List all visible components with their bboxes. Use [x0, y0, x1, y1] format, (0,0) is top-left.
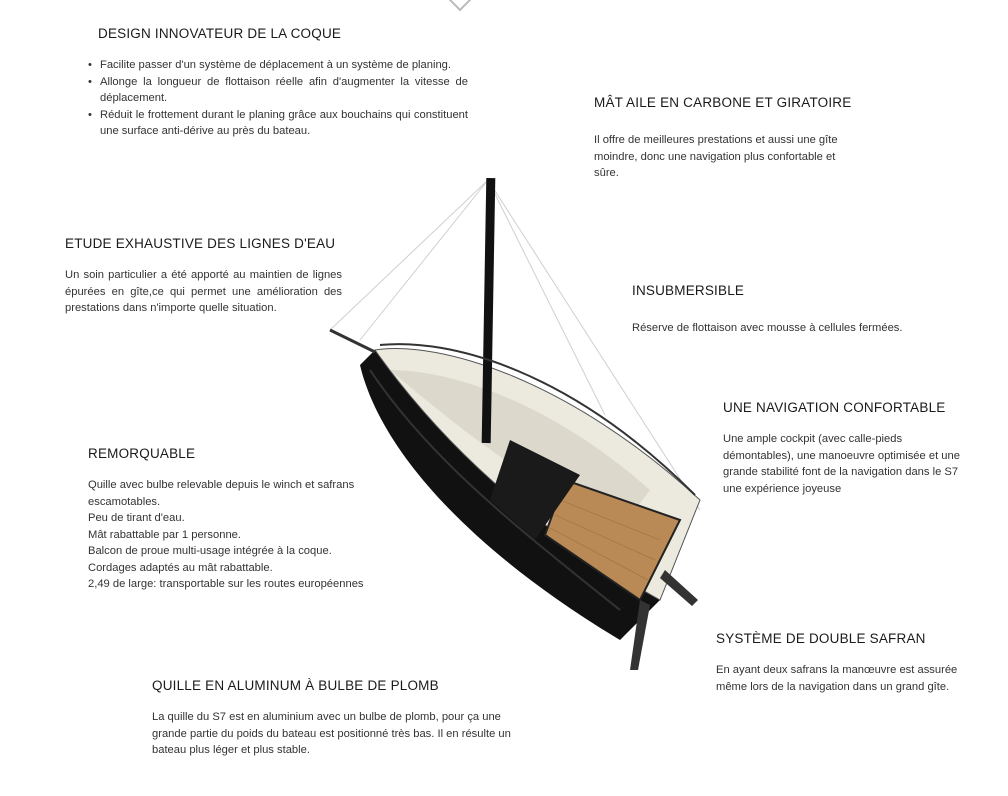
text-line: 2,49 de large: transportable sur les routes européennes — [88, 578, 364, 590]
section-text: Une ample cockpit (avec calle-pieds démontables), une manoeuvre optimisée et une grande stabilité font de la navigation dans le S7 une expérience joyeuse — [723, 433, 960, 495]
text-line: Cordages adaptés au mât rabattable. — [88, 561, 273, 574]
section-text: En ayant deux safrans la manœuvre est assurée même lors de la navigation dans un grand gîte. — [716, 664, 958, 693]
section-title: DESIGN INNOVATEUR DE LA COQUE — [98, 26, 342, 41]
section-text: Il offre de meilleures prestations et aussi une gîte moindre, donc une navigation plus confortable et sûre. — [594, 134, 838, 179]
section-title: UNE NAVIGATION CONFORTABLE — [723, 400, 946, 415]
section-title: INSUBMERSIBLE — [632, 283, 745, 298]
section-text: Réserve de flottaison avec mousse à cellules fermées. — [632, 322, 903, 334]
list-item: • Réduit le frottement durant le planing grâce aux bouchains qui constituent une surface anti-dérive au près du bateau. — [88, 107, 468, 140]
section-title: ETUDE EXHAUSTIVE DES LIGNES D'EAU — [65, 236, 336, 251]
section-mat — [594, 95, 859, 182]
section-title: MÂT AILE EN CARBONE ET GIRATOIRE — [594, 95, 852, 110]
section-safran — [716, 631, 966, 695]
section-title: SYSTÈME DE DOUBLE SAFRAN — [716, 631, 926, 646]
section-title: QUILLE EN ALUMINUM À BULBE DE PLOMB — [152, 678, 439, 693]
bowsprit — [330, 330, 375, 352]
section-lignes — [65, 236, 342, 317]
text-line: Mât rabattable par 1 personne. — [88, 528, 241, 541]
section-quille — [152, 678, 537, 759]
rudder-right — [660, 570, 698, 606]
section-text: La quille du S7 est en aluminium avec un bulbe de plomb, pour ça une grande partie du poids du bateau est positionné très bas. Il en résulte un bateau plus léger et plus stable. — [152, 711, 511, 756]
section-coque — [88, 26, 468, 140]
list-item: • Allonge la longueur de flottaison réelle afin d'augmenter la vitesse de déplacement. — [88, 74, 468, 107]
text-line: Peu de tirant d'eau. — [88, 512, 185, 524]
section-title: REMORQUABLE — [88, 446, 196, 461]
text-line: Balcon de proue multi-usage intégrée à la coque. — [88, 545, 332, 557]
text-line: Quille avec bulbe relevable depuis le winch et safrans escamotables. — [88, 479, 355, 508]
top-chevron-icon — [449, 0, 472, 11]
section-text: Un soin particulier a été apporté au maintien de lignes épurées en gîte,ce qui permet une amélioration des prestations dans n'importe quelle situation. — [65, 269, 342, 314]
section-navigation — [723, 400, 963, 497]
bullet-list — [88, 57, 468, 140]
list-item: • Facilite passer d'un système de déplacement à un système de planing. — [88, 57, 468, 74]
sailboat-illustration — [320, 170, 720, 680]
